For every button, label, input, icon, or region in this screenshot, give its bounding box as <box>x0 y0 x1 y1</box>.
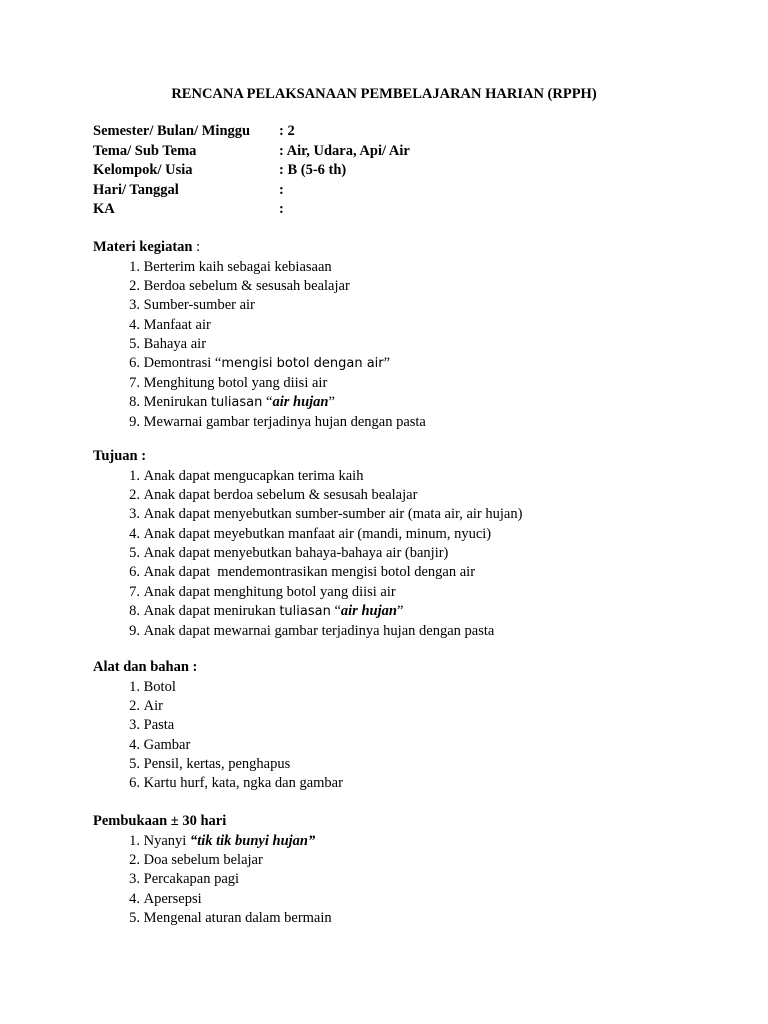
list-item <box>93 393 426 412</box>
item-text <box>144 393 335 412</box>
item-text: Anak dapat mendemontrasikan mengisi botol dengan air <box>143 564 476 581</box>
item-text: Percakapan pagi <box>143 871 240 888</box>
tujuan-heading: Tujuan : <box>93 448 147 464</box>
item-number: 1. <box>129 467 140 484</box>
item-text: Anak dapat meyebutkan manfaat air (mandi, minum, nyuci) <box>143 525 492 542</box>
item-number: 1. <box>129 678 140 695</box>
item-number: 1. <box>129 258 140 275</box>
item-text: Air <box>143 697 163 714</box>
item-text: Mengenal aturan dalam bermain <box>143 910 332 927</box>
item-text: Anak dapat menghitung botol yang diisi air <box>143 583 396 600</box>
item-text-end: ” <box>328 394 335 411</box>
list-item <box>93 870 332 889</box>
item-text: Sumber-sumber air <box>143 297 255 314</box>
item-text-pre: Menirukan <box>143 394 211 411</box>
item-number: 2. <box>129 486 140 503</box>
list-item <box>93 736 343 755</box>
info-row <box>93 122 410 142</box>
item-text: Anak dapat menyebutkan sumber-sumber air (mata air, air hujan) <box>143 506 523 523</box>
item-number: 5. <box>129 756 140 773</box>
item-text: Anak dapat mewarnai gambar terjadinya hujan dengan pasta <box>143 622 495 639</box>
item-text-pre: Demontrasi “ <box>143 355 222 372</box>
info-value: : 2 <box>279 123 295 139</box>
list-item <box>93 296 426 315</box>
item-number: 4. <box>129 316 140 333</box>
section-heading <box>93 812 332 832</box>
item-text: Manfaat air <box>143 316 211 333</box>
list-item <box>93 316 426 335</box>
item-text: Apersepsi <box>143 890 202 907</box>
item-number: 3. <box>129 297 140 314</box>
item-number: 3. <box>129 717 140 734</box>
list-item <box>93 583 522 602</box>
list-item <box>93 832 332 851</box>
item-text-post: ” <box>383 355 391 372</box>
item-number: 9. <box>129 413 140 430</box>
list-item <box>93 258 426 277</box>
item-number: 6. <box>129 775 140 792</box>
item-text: Berterim kaih sebagai kebiasaan <box>143 258 332 275</box>
item-number: 7. <box>129 583 140 600</box>
info-value: : Air, Udara, Api/ Air <box>279 142 410 159</box>
list-item <box>93 890 332 909</box>
list-item <box>93 467 522 486</box>
item-text <box>144 832 316 851</box>
list-item <box>93 335 426 354</box>
info-row <box>93 142 410 162</box>
item-number: 5. <box>129 545 140 562</box>
info-row <box>93 200 410 220</box>
list-item <box>93 354 426 373</box>
list-item <box>93 544 522 563</box>
item-number: 8. <box>129 394 140 411</box>
item-text-emphasis: air hujan <box>272 394 329 411</box>
alat-heading: Alat dan bahan : <box>93 659 198 675</box>
info-block <box>93 122 410 220</box>
item-text: Gambar <box>143 736 191 753</box>
list-item <box>93 716 343 735</box>
list-item <box>93 602 522 621</box>
item-text: Berdoa sebelum & sesusah bealajar <box>143 277 350 294</box>
item-number: 9. <box>129 622 140 639</box>
list-item <box>93 697 343 716</box>
item-text-pre: Anak dapat menirukan <box>143 603 280 620</box>
section-heading <box>93 447 522 467</box>
item-text-pre: Nyanyi <box>143 832 190 849</box>
alat-list <box>93 678 343 794</box>
tujuan-section <box>93 447 522 641</box>
item-text <box>144 602 404 621</box>
item-number: 4. <box>129 736 140 753</box>
item-number: 4. <box>129 525 140 542</box>
item-text: Pasta <box>143 717 175 734</box>
item-number: 1. <box>129 832 140 849</box>
info-row <box>93 181 410 201</box>
list-item <box>93 374 426 393</box>
item-text-end: ” <box>396 603 404 620</box>
item-text: Bahaya air <box>143 336 207 353</box>
item-text-post: “ <box>262 394 273 411</box>
list-item <box>93 413 426 432</box>
section-heading <box>93 658 343 678</box>
item-number: 3. <box>129 871 140 888</box>
info-label: Kelompok/ Usia <box>93 162 193 178</box>
list-item <box>93 851 332 870</box>
item-number: 2. <box>129 697 140 714</box>
item-text-emphasis: “tik tik bunyi hujan” <box>189 832 316 849</box>
item-text: Botol <box>143 678 176 695</box>
materi-heading-suffix: : <box>192 239 201 255</box>
list-item <box>93 563 522 582</box>
item-number: 2. <box>129 851 140 868</box>
info-value: : B (5-6 th) <box>279 162 347 178</box>
item-number: 6. <box>129 355 140 372</box>
list-item <box>93 486 522 505</box>
info-label: Hari/ Tanggal <box>93 181 179 198</box>
info-label: Tema/ Sub Tema <box>93 142 197 159</box>
pembukaan-heading: Pembukaan ± 30 hari <box>93 813 227 829</box>
item-text: Anak dapat menyebutkan bahaya-bahaya air (banjir) <box>143 545 449 562</box>
document-title: RENCANA PELAKSANAAN PEMBELAJARAN HARIAN (RPPH) <box>171 86 597 102</box>
info-value: : <box>279 201 284 217</box>
list-item <box>93 277 426 296</box>
list-item <box>93 774 343 793</box>
list-item <box>93 525 522 544</box>
info-label: KA <box>93 201 115 217</box>
info-value: : <box>279 181 284 198</box>
pembukaan-list <box>93 832 332 929</box>
alat-section <box>93 658 343 794</box>
item-number: 6. <box>129 564 140 581</box>
pembukaan-section <box>93 812 332 928</box>
info-label: Semester/ Bulan/ Minggu <box>93 123 251 139</box>
materi-section <box>93 238 426 432</box>
list-item <box>93 678 343 697</box>
section-heading <box>93 238 426 258</box>
item-text: Anak dapat berdoa sebelum & sesusah bealajar <box>143 486 418 503</box>
list-item <box>93 909 332 928</box>
item-number: 5. <box>129 910 140 927</box>
item-number: 2. <box>129 277 140 294</box>
list-item <box>93 755 343 774</box>
item-text-mid: tuliasan <box>210 395 263 411</box>
item-text-mid: tuliasan <box>279 604 331 620</box>
item-text-post: “ <box>330 603 341 620</box>
item-number: 8. <box>129 603 140 620</box>
item-text-mid: mengisi botol dengan air <box>221 356 384 372</box>
materi-list <box>93 258 426 433</box>
item-text: Doa sebelum belajar <box>143 851 263 868</box>
item-text: Mewarnai gambar terjadinya hujan dengan pasta <box>143 413 426 430</box>
item-number: 7. <box>129 374 140 391</box>
list-item <box>93 505 522 524</box>
tujuan-list <box>93 467 522 642</box>
item-number: 4. <box>129 890 140 907</box>
list-item <box>93 622 522 641</box>
item-text: Anak dapat mengucapkan terima kaih <box>143 467 364 484</box>
item-number: 5. <box>129 336 140 353</box>
item-text: Pensil, kertas, penghapus <box>143 756 291 773</box>
item-text <box>144 354 390 373</box>
item-text-emphasis: air hujan <box>340 603 397 620</box>
info-row <box>93 161 410 181</box>
item-text: Kartu hurf, kata, ngka dan gambar <box>143 775 343 792</box>
item-text: Menghitung botol yang diisi air <box>143 374 328 391</box>
item-number: 3. <box>129 506 140 523</box>
materi-heading: Materi kegiatan <box>93 239 193 255</box>
